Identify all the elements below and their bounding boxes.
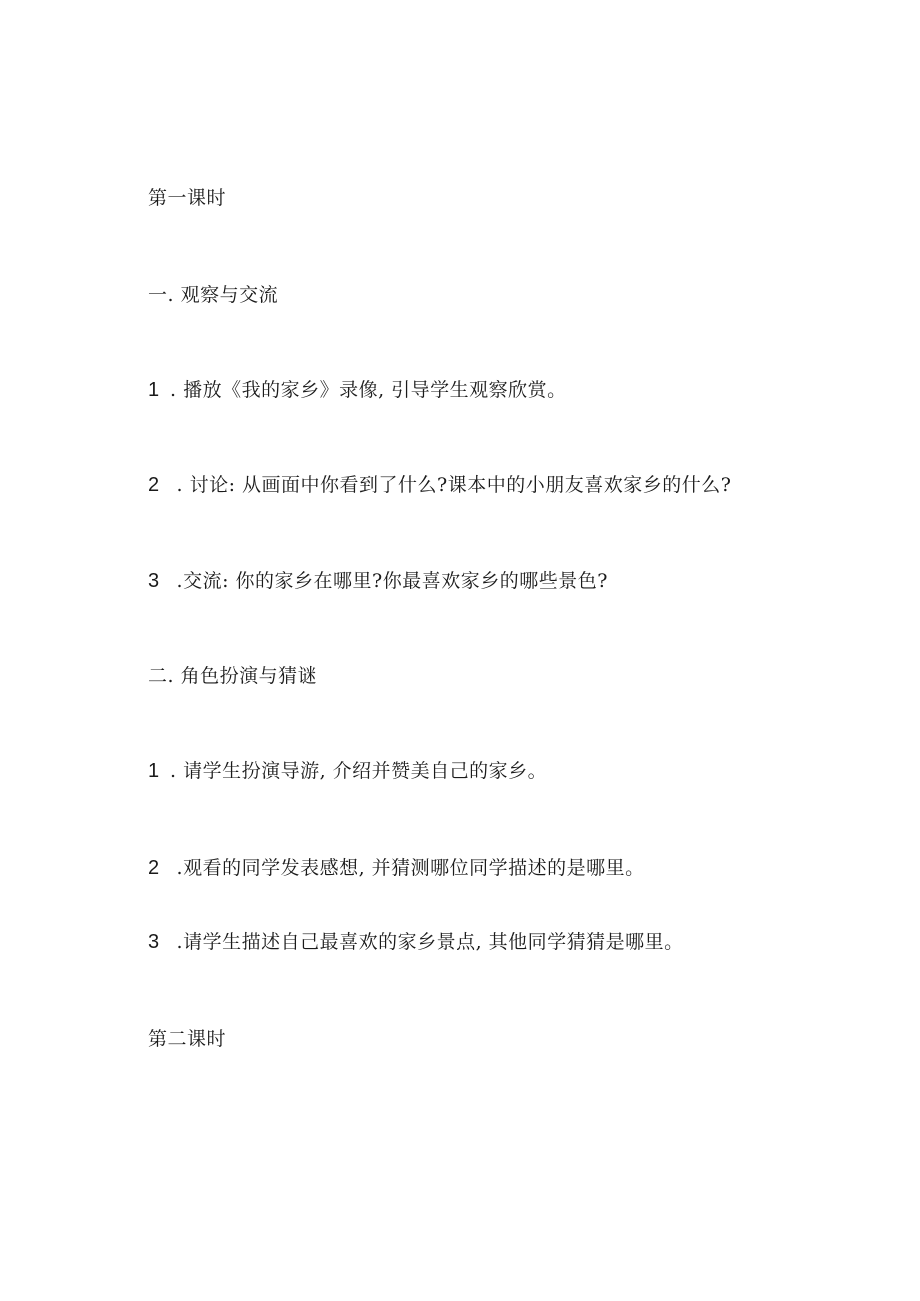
subheading-observe-communicate — [148, 283, 278, 307]
list-item-text: . 请学生扮演导游, 介绍并赞美自己的家乡。 — [170, 760, 548, 782]
subheading-role-play-riddles — [148, 664, 317, 688]
list-item-number: 1 — [148, 760, 160, 782]
list-item-number: 3 — [148, 931, 160, 953]
list-item — [148, 856, 645, 880]
list-item-number: 3 — [148, 570, 160, 592]
list-item-number: 2 — [148, 474, 160, 496]
list-item — [148, 759, 547, 783]
list-item-text: . 讨论: 从画面中你看到了什么?课本中的小朋友喜欢家乡的什么? — [170, 474, 732, 496]
section-heading-lesson-one — [148, 186, 226, 210]
list-item-number: 1 — [148, 379, 160, 401]
heading-text: 一. 观察与交流 — [148, 284, 279, 306]
list-item-text: . 播放《我的家乡》录像, 引导学生观察欣赏。 — [170, 379, 567, 401]
list-item-text: .交流: 你的家乡在哪里?你最喜欢家乡的哪些景色? — [170, 570, 608, 592]
list-item-text: .观看的同学发表感想, 并猜测哪位同学描述的是哪里。 — [170, 857, 645, 879]
list-item — [148, 930, 684, 954]
heading-text: 二. 角色扮演与猜谜 — [148, 665, 318, 687]
list-item — [148, 378, 567, 402]
heading-text: 第一课时 — [148, 187, 227, 209]
heading-text: 第二课时 — [148, 1028, 227, 1050]
list-item-number: 2 — [148, 857, 160, 879]
list-item-text: .请学生描述自己最喜欢的家乡景点, 其他同学猜猜是哪里。 — [170, 931, 684, 953]
section-heading-lesson-two — [148, 1027, 226, 1051]
list-item — [148, 569, 608, 593]
list-item — [148, 473, 731, 497]
